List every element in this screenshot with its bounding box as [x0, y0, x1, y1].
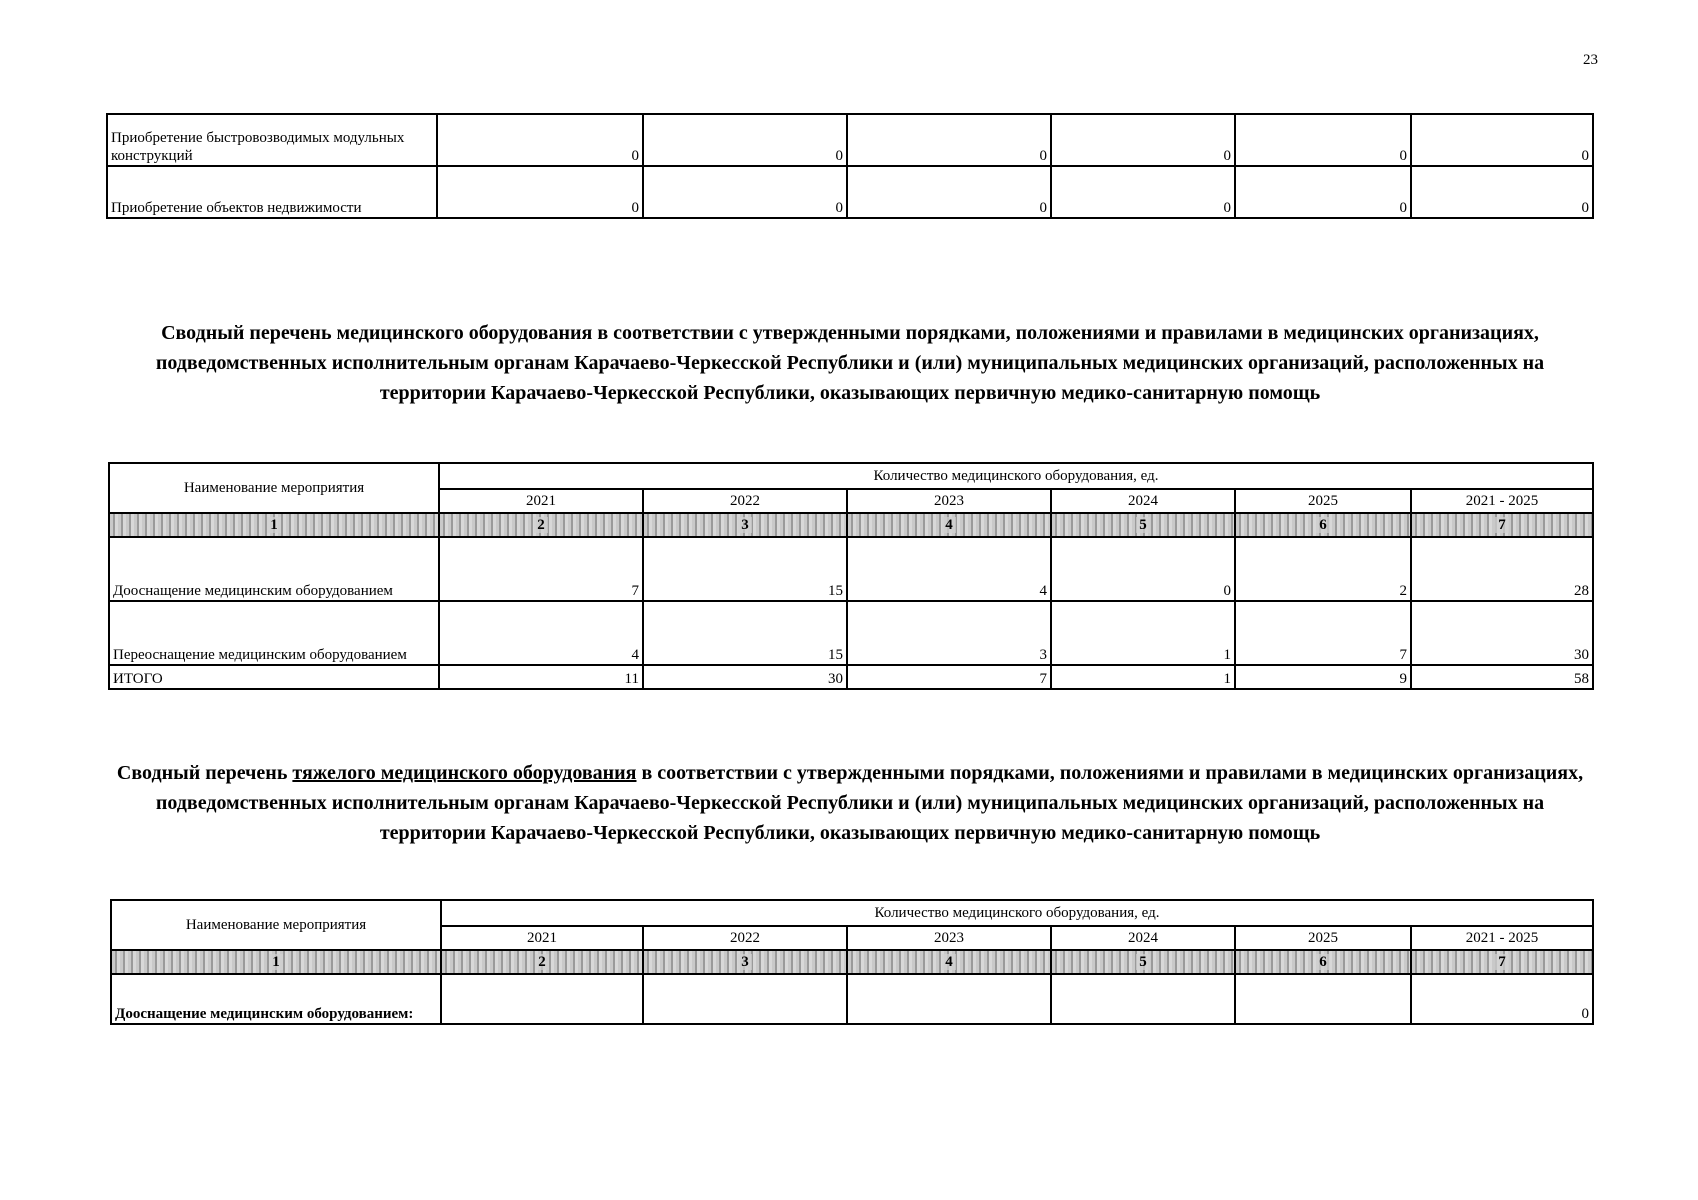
cell-value: 4 [847, 537, 1051, 601]
column-number-label: 2 [535, 954, 549, 970]
row-name: Дооснащение медицинским оборудованием [109, 537, 439, 601]
column-number [643, 950, 847, 974]
column-number-label: 7 [1495, 517, 1509, 533]
table-row [107, 114, 1593, 166]
cell-value: 30 [1411, 601, 1593, 665]
continued-table [106, 113, 1594, 219]
row-name: Дооснащение медицинским оборудованием: [111, 974, 441, 1024]
total-value: 30 [643, 665, 847, 689]
cell-value: 2 [1235, 537, 1411, 601]
section-title-heavy-equipment [110, 758, 1590, 848]
column-number-label: 6 [1316, 517, 1330, 533]
cell-value: 3 [847, 601, 1051, 665]
cell-value: 0 [437, 166, 643, 218]
column-number [111, 950, 441, 974]
cell-value: 15 [643, 537, 847, 601]
year-header: 2022 [643, 489, 847, 513]
total-row [109, 665, 1593, 689]
column-number-label: 5 [1136, 954, 1150, 970]
cell-value: 0 [1235, 114, 1411, 166]
column-number-label: 3 [738, 954, 752, 970]
year-header: 2024 [1051, 489, 1235, 513]
cell-value: 0 [643, 114, 847, 166]
column-number-label: 1 [267, 517, 281, 533]
column-number-label: 3 [738, 517, 752, 533]
table-row [111, 974, 1593, 1024]
heavy-equipment-table [110, 899, 1594, 1025]
header-row [109, 463, 1593, 489]
column-number [847, 513, 1051, 537]
cell-value: 0 [1235, 166, 1411, 218]
year-header: 2021 [441, 926, 643, 950]
cell-value: 0 [1411, 974, 1593, 1024]
page-number: 23 [1583, 52, 1598, 68]
column-number-label: 6 [1316, 954, 1330, 970]
year-header: 2024 [1051, 926, 1235, 950]
header-name: Наименование мероприятия [109, 463, 439, 513]
column-number-label: 4 [942, 517, 956, 533]
column-number-label: 1 [269, 954, 283, 970]
column-number [1051, 513, 1235, 537]
column-number-label: 2 [534, 517, 548, 533]
row-name: Переоснащение медицинским оборудованием [109, 601, 439, 665]
year-header: 2023 [847, 926, 1051, 950]
cell-value [643, 974, 847, 1024]
title-prefix: Сводный перечень [116, 762, 293, 784]
header-group: Количество медицинского оборудования, ед. [441, 900, 1593, 926]
cell-value: 0 [1411, 166, 1593, 218]
column-number [1411, 950, 1593, 974]
table-row [109, 537, 1593, 601]
column-number [1051, 950, 1235, 974]
cell-value: 0 [1411, 114, 1593, 166]
column-number [441, 950, 643, 974]
year-header: 2021 - 2025 [1411, 489, 1593, 513]
year-header: 2021 [439, 489, 643, 513]
title-underlined: тяжелого медицинского оборудования [292, 762, 637, 784]
table-row [109, 601, 1593, 665]
cell-value: 15 [643, 601, 847, 665]
column-number [1235, 513, 1411, 537]
column-number [643, 513, 847, 537]
year-header: 2023 [847, 489, 1051, 513]
cell-value: 0 [1051, 114, 1235, 166]
total-label: ИТОГО [109, 665, 439, 689]
year-header: 2025 [1235, 926, 1411, 950]
cell-value: 0 [643, 166, 847, 218]
column-number-label: 5 [1136, 517, 1150, 533]
cell-value: 4 [439, 601, 643, 665]
year-header: 2021 - 2025 [1411, 926, 1593, 950]
column-number [847, 950, 1051, 974]
title-suffix: в соответствии с утвержденными порядками, положениями и правилами в медицинских организациях, подведомственных исполнительным органам Карачаево-Черкесской Республики и (или) муниципальных медицинских организаций, расположенных на территории Карачаево-Черкесской Республики, оказывающих первичную медико-санитарную помощь [155, 762, 1584, 844]
column-number [109, 513, 439, 537]
header-row [111, 900, 1593, 926]
cell-value: 7 [1235, 601, 1411, 665]
year-header: 2022 [643, 926, 847, 950]
column-number-label: 4 [942, 954, 956, 970]
cell-value: 0 [847, 166, 1051, 218]
total-value: 58 [1411, 665, 1593, 689]
cell-value [1051, 974, 1235, 1024]
cell-value: 0 [437, 114, 643, 166]
row-name: Приобретение быстровозводимых модульных конструкций [107, 114, 437, 166]
column-number [1411, 513, 1593, 537]
column-number [439, 513, 643, 537]
header-name: Наименование мероприятия [111, 900, 441, 950]
total-value: 7 [847, 665, 1051, 689]
cell-value: 0 [847, 114, 1051, 166]
total-value: 9 [1235, 665, 1411, 689]
column-number [1235, 950, 1411, 974]
cell-value: 28 [1411, 537, 1593, 601]
column-number-label: 7 [1495, 954, 1509, 970]
cell-value [1235, 974, 1411, 1024]
cell-value: 1 [1051, 601, 1235, 665]
column-number-row [111, 950, 1593, 974]
cell-value: 0 [1051, 537, 1235, 601]
cell-value [441, 974, 643, 1024]
row-name: Приобретение объектов недвижимости [107, 166, 437, 218]
total-value: 1 [1051, 665, 1235, 689]
total-value: 11 [439, 665, 643, 689]
column-number-row [109, 513, 1593, 537]
cell-value: 0 [1051, 166, 1235, 218]
cell-value: 7 [439, 537, 643, 601]
cell-value [847, 974, 1051, 1024]
table-row [107, 166, 1593, 218]
header-group: Количество медицинского оборудования, ед. [439, 463, 1593, 489]
equipment-table [108, 462, 1594, 690]
year-header: 2025 [1235, 489, 1411, 513]
section-title-equipment: Сводный перечень медицинского оборудования в соответствии с утвержденными порядками, положениями и правилами в медицинских организациях, подведомственных исполнительным органам Карачаево-Черкесской Республики и (или) муниципальных медицинских организаций, расположенных на территории Карачаево-Черкесской Республики, оказывающих первичную медико-санитарную помощь [155, 322, 1545, 404]
